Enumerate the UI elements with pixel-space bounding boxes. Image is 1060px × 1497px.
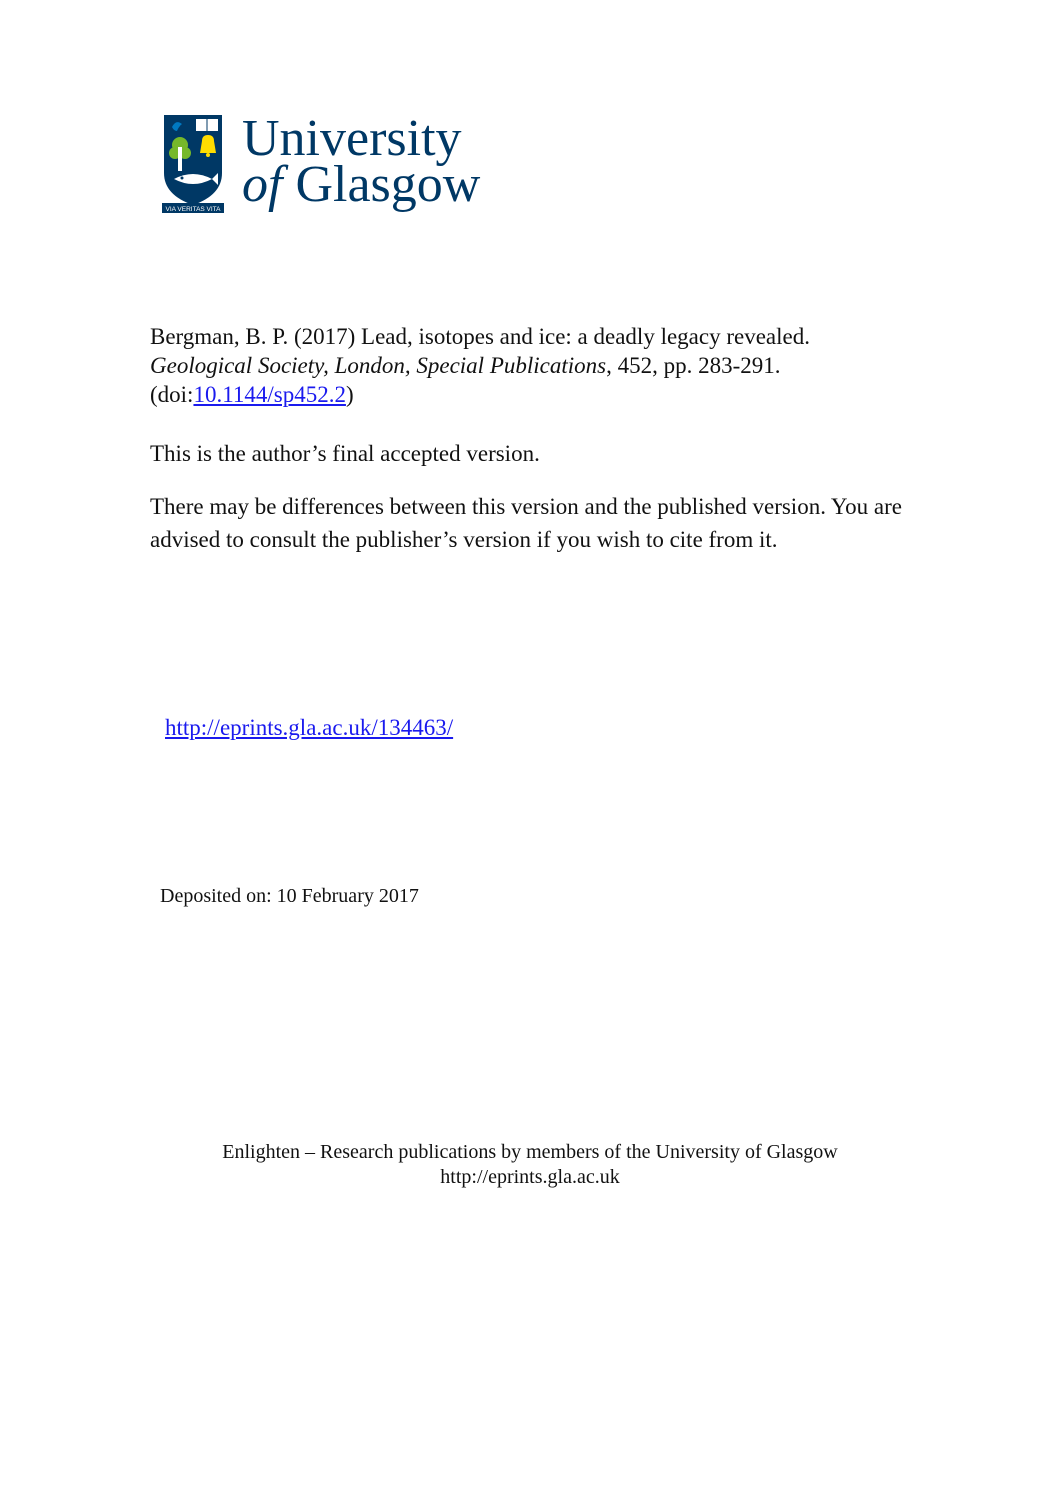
logo-wordmark-line1: University <box>242 110 462 167</box>
differences-note: There may be differences between this version and the published version. You are advised to consult the publisher’s version if you wish to cite from it. <box>150 494 902 552</box>
deposited-date: Deposited on: 10 February 2017 <box>160 885 419 907</box>
citation-journal-name: Geological Society, London, Special Publications <box>150 353 607 378</box>
logo-wordmark-of: of <box>242 156 283 213</box>
version-note: This is the author’s final accepted version. <box>150 441 540 466</box>
doi-prefix: (doi: <box>150 382 194 407</box>
footer <box>0 1140 1060 1190</box>
university-logo <box>162 110 482 218</box>
eprint-link[interactable]: http://eprints.gla.ac.uk/134463/ <box>165 715 454 740</box>
citation-block <box>150 322 930 409</box>
footer-line2: http://eprints.gla.ac.uk <box>440 1166 620 1188</box>
university-crest-icon <box>162 113 224 213</box>
citation-volume-pages: , 452, pp. 283-291. <box>606 353 781 378</box>
logo-wordmark-line2 <box>242 156 481 213</box>
footer-line1: Enlighten – Research publications by members of the University of Glasgow <box>222 1141 838 1163</box>
doi-link[interactable]: 10.1144/sp452.2 <box>193 382 346 407</box>
doi-suffix: ) <box>345 382 354 407</box>
crest-motto: VIA VERITAS VITA <box>165 206 221 213</box>
citation-line-doi <box>150 380 930 409</box>
logo-wordmark-glasgow: Glasgow <box>282 156 481 213</box>
citation-line-authors-title: Bergman, B. P. (2017) Lead, isotopes and ice: a deadly legacy revealed. <box>150 324 810 349</box>
eprint-link-container <box>165 713 453 742</box>
citation-line-journal <box>150 351 930 380</box>
